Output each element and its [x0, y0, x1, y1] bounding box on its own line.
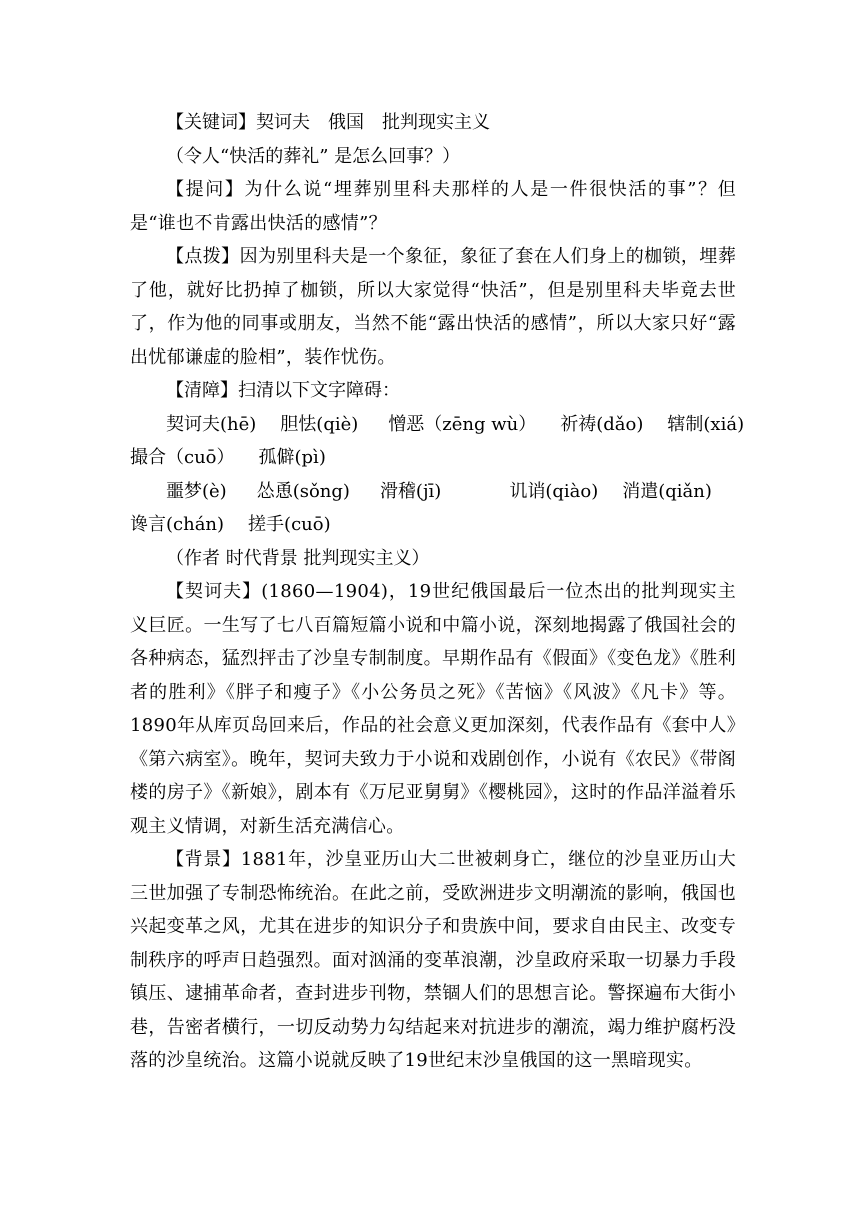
vocab-item: 搓手(cuō) — [248, 514, 331, 535]
chekhov-label: 【契诃夫】 — [166, 581, 262, 602]
hint-paragraph — [130, 240, 736, 374]
vocab-item: 滑稽(jī) — [379, 480, 442, 502]
vocab-item: 辖制(xiá) — [667, 413, 745, 435]
vocab-row-1 — [130, 408, 745, 442]
vocab-item: 撮合（cuō） — [130, 447, 235, 468]
hint-label: 【点拨】 — [166, 246, 240, 267]
keywords-line: 【关键词】契诃夫 俄国 批判现实主义 — [166, 112, 490, 133]
funeral-question-heading: （令人“快活的葬礼” 是怎么回事？） — [166, 145, 461, 167]
vocab-item: 孤僻(pì) — [258, 447, 326, 468]
vocab-item: 祈祷(dǎo) — [560, 413, 644, 435]
clear-text: 扫清以下文字障碍： — [238, 380, 400, 401]
vocab-row-2 — [130, 441, 736, 475]
vocab-item: 消遣(qiǎn) — [622, 480, 712, 502]
question-text: 为什么说“埋葬别里科夫那样的人是一件很快活的事”？但是“谁也不肯露出快活的感情”？ — [130, 179, 737, 234]
clear-label: 【清障】 — [166, 380, 238, 401]
background-paragraph — [130, 843, 736, 1078]
hint-text: 因为别里科夫是一个象征，象征了套在人们身上的枷锁，埋葬了他，就好比扔掉了枷锁，所以大家觉得“快活”，但是别里科夫毕竟去世了，作为他的同事或朋友，当然不能“露出快活的感情”，所以大家只好“露出忧郁谦虚的脸相”，装作忧伤。 — [130, 246, 736, 368]
vocab-item: 胆怯(qiè) — [280, 413, 359, 435]
chekhov-paragraph — [130, 575, 736, 843]
question-paragraph — [130, 173, 736, 240]
author-background-heading: （作者 时代背景 批判现实主义） — [166, 547, 430, 569]
vocab-row-3 — [130, 475, 736, 509]
background-label: 【背景】 — [166, 849, 241, 870]
chekhov-text: (1860—1904)，19世纪俄国最后一位杰出的批判现实主义巨匠。一生写了七八百篇短篇小说和中篇小说，深刻地揭露了俄国社会的各种病态，猛烈抨击了沙皇专制制度。早期作品有《假面》《变色龙》《胜利者的胜利》《胖子和瘦子》《小公务员之死》《苦恼》《风波》《凡卡》等。1890年从库页岛回来后，作品的社会意义更加深刻，代表作品有《套中人》《第六病室》。晚年，契诃夫致力于小说和戏剧创作，小说有《农民》《带阁楼的房子》《新娘》，剧本有《万尼亚舅舅》《樱桃园》，这时的作品洋溢着乐观主义情调，对新生活充满信心。 — [130, 581, 736, 837]
question-label: 【提问】 — [166, 179, 245, 200]
vocab-item: 契诃夫(hē) — [166, 413, 257, 435]
vocab-item: 谗言(chán) — [130, 514, 225, 535]
vocab-item: 噩梦(è) — [166, 480, 227, 502]
background-text: 1881年，沙皇亚历山大二世被刺身亡，继位的沙皇亚历山大三世加强了专制恐怖统治。在此之前，受欧洲进步文明潮流的影响，俄国也兴起变革之风，尤其在进步的知识分子和贵族中间，要求自由民主、改变专制秩序的呼声日趋强烈。面对汹涌的变革浪潮，沙皇政府采取一切暴力手段镇压、逮捕革命者，查封进步刊物，禁锢人们的思想言论。警探遍布大街小巷，告密者横行，一切反动势力勾结起来对抗进步的潮流，竭力维护腐朽没落的沙皇统治。这篇小说就反映了19世纪末沙皇俄国的这一黑暗现实。 — [130, 849, 736, 1071]
vocab-row-4 — [130, 508, 736, 542]
vocab-item: 讥诮(qiào) — [509, 480, 599, 502]
vocab-item: 憎恶（zēng wù） — [388, 413, 537, 435]
document-body — [130, 106, 745, 1078]
clear-paragraph — [130, 374, 736, 408]
vocab-item: 怂恿(sǒng) — [256, 480, 350, 502]
